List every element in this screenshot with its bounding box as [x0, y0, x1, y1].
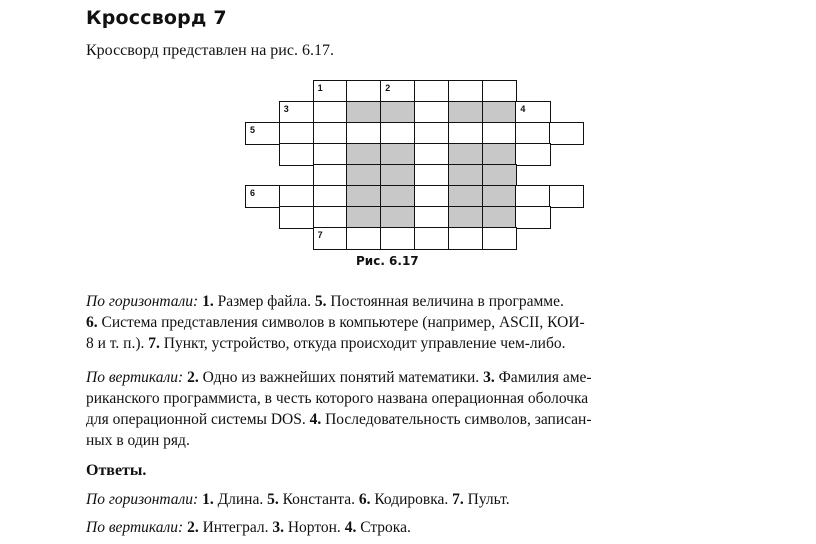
clue-number: 5. [314, 293, 327, 310]
clue-line [86, 333, 585, 354]
crossword-cell [448, 206, 483, 229]
crossword-cell [313, 206, 348, 229]
answer-number: 5. [267, 491, 279, 508]
crossword-cell [482, 164, 517, 187]
clue-text: 8 и т. п.). [86, 335, 149, 352]
crossword-number: 7 [317, 230, 323, 240]
crossword-cell [448, 164, 483, 187]
crossword-cell [515, 206, 550, 229]
crossword-cell [346, 122, 381, 145]
crossword-cell [482, 227, 517, 250]
crossword-cell [482, 122, 517, 145]
crossword-cell [448, 101, 483, 124]
answer-line [86, 517, 411, 538]
clue-line [86, 409, 592, 430]
answer-text: Константа. [278, 491, 359, 508]
crossword-cell [482, 143, 517, 166]
crossword-cell [414, 122, 449, 145]
answer-number: 6. [358, 491, 371, 508]
clue-text: Пункт, устройство, откуда происходит управление чем-либо. [159, 335, 566, 352]
crossword-cell [346, 227, 381, 250]
crossword-cell [515, 122, 550, 145]
answer-line [86, 489, 510, 510]
crossword-cell [448, 122, 483, 145]
crossword-cell [414, 185, 449, 208]
clue-line [86, 388, 592, 409]
crossword-cell [448, 227, 483, 250]
crossword-number: 6 [250, 188, 256, 198]
crossword-cell [346, 143, 381, 166]
answer-label: По горизонтали: [86, 491, 199, 508]
clue-text: Постоянная величина в программе. [326, 293, 564, 310]
answer-number: 4. [344, 519, 357, 536]
clue-number: 4. [309, 411, 322, 428]
crossword-cell [414, 143, 449, 166]
clues-horizontal [86, 291, 585, 354]
crossword-cell [313, 101, 348, 124]
crossword-cell [380, 101, 415, 124]
crossword-cell [346, 164, 381, 187]
crossword-cell [482, 80, 517, 103]
page-title: Кроссворд 7 [86, 7, 227, 29]
crossword-cell [279, 206, 314, 229]
crossword-cell [380, 164, 415, 187]
clue-number: 1. [202, 293, 214, 310]
crossword-cell [414, 164, 449, 187]
crossword-cell [414, 80, 449, 103]
crossword-cell [346, 206, 381, 229]
answer-text: Нортон. [283, 519, 345, 536]
clue-text: Одно из важнейших понятий математики. [198, 369, 484, 386]
crossword-cell [313, 185, 348, 208]
clue-number: 2. [187, 369, 199, 386]
clue-line [86, 367, 592, 388]
crossword-cell [549, 185, 584, 208]
answer-number: 3. [272, 519, 284, 536]
crossword-cell [482, 185, 517, 208]
clue-text: риканского программиста, в честь которого названа операционная оболочка [86, 390, 589, 407]
crossword-cell [482, 206, 517, 229]
clue-text: ных в один ряд. [86, 432, 190, 449]
clue-line [86, 291, 585, 312]
answer-text: Кодировка. [370, 491, 453, 508]
crossword-cell [448, 185, 483, 208]
clue-number: 6. [86, 314, 98, 331]
answer-label: По вертикали: [86, 519, 184, 536]
crossword-cell [380, 206, 415, 229]
clue-line [86, 312, 585, 333]
answer-text: Пульт. [463, 491, 510, 508]
answer-number: 1. [202, 491, 214, 508]
crossword-cell [515, 143, 550, 166]
crossword-cell [279, 143, 314, 166]
clue-line [86, 430, 592, 451]
answer-text: Длина. [213, 491, 268, 508]
answer-number: 7. [452, 491, 464, 508]
crossword-grid [0, 0, 816, 260]
crossword-cell [380, 122, 415, 145]
answer-number: 2. [187, 519, 199, 536]
crossword-cell [279, 122, 314, 145]
crossword-number: 2 [385, 83, 391, 93]
crossword-cell [313, 143, 348, 166]
answer-text: Интеграл. [198, 519, 273, 536]
crossword-number: 5 [250, 125, 256, 135]
clue-text: Последовательность символов, записан- [321, 411, 592, 428]
crossword-number: 4 [520, 104, 526, 114]
clue-label: По горизонтали: [86, 293, 199, 310]
crossword-cell [346, 185, 381, 208]
crossword-number: 3 [283, 104, 289, 114]
crossword-cell [279, 185, 314, 208]
clue-number: 3. [483, 369, 495, 386]
crossword-cell [313, 122, 348, 145]
answer-text: Строка. [356, 519, 411, 536]
intro-text: Кроссворд представлен на рис. 6.17. [86, 42, 334, 59]
crossword-cell [414, 206, 449, 229]
answers-vertical [86, 517, 411, 538]
figure-caption: Рис. 6.17 [356, 254, 419, 268]
crossword-cell [414, 101, 449, 124]
crossword-number: 1 [317, 83, 323, 93]
crossword-cell [313, 164, 348, 187]
clue-text: Фамилия аме- [494, 369, 592, 386]
crossword-cell [346, 80, 381, 103]
clue-text: Система представления символов в компьютере (например, ASCII, КОИ- [97, 314, 585, 331]
crossword-cell [515, 185, 550, 208]
clue-number: 7. [148, 335, 160, 352]
clue-text: Размер файла. [213, 293, 315, 310]
crossword-cell [482, 101, 517, 124]
crossword-cell [448, 80, 483, 103]
crossword-cell [380, 185, 415, 208]
answers-horizontal [86, 489, 510, 510]
clue-label: По вертикали: [86, 369, 184, 386]
crossword-cell [414, 227, 449, 250]
crossword-cell [448, 143, 483, 166]
crossword-cell [549, 122, 584, 145]
clue-text: для операционной системы DOS. [86, 411, 310, 428]
crossword-cell [346, 101, 381, 124]
answers-title: Ответы. [86, 462, 147, 479]
crossword-cell [380, 227, 415, 250]
clues-vertical [86, 367, 592, 451]
crossword-cell [380, 143, 415, 166]
